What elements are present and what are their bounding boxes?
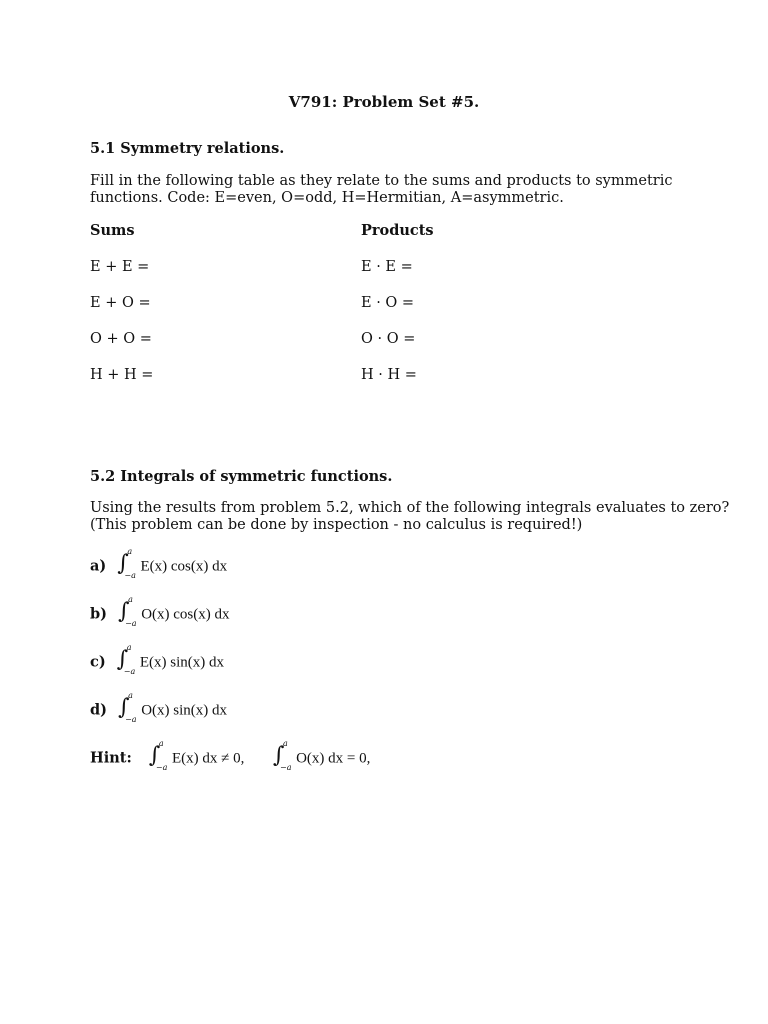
integrand: O(x) cos(x) dx — [141, 606, 230, 623]
question-line-1: Using the results from problem 5.2, which of the following integrals evaluates to zero? — [90, 500, 730, 516]
integral-sign-icon: ∫ a −a — [118, 595, 137, 628]
integral-item-c — [90, 643, 225, 676]
hint-even-integral: E(x) dx ≠ 0, — [172, 750, 245, 767]
hint-odd-integral: O(x) dx = 0, — [296, 750, 371, 767]
integral-sign-icon: ∫ a −a — [117, 547, 136, 580]
sum-row: E + O = — [90, 295, 151, 311]
question-line-2: (This problem can be done by inspection - no calculus is required!) — [90, 517, 583, 533]
page-title: V791: Problem Set #5. — [288, 93, 480, 111]
hint-row-odd — [273, 739, 371, 772]
intro-line-1: Fill in the following table as they relate to the sums and products to symmetric — [90, 173, 673, 189]
section-heading-5-1: 5.1 Symmetry relations. — [90, 140, 285, 157]
section-heading-5-2: 5.2 Integrals of symmetric functions. — [90, 468, 393, 485]
integral-sign-icon: ∫ a −a — [148, 739, 168, 772]
product-row: E · E = — [361, 259, 413, 275]
hint-row — [90, 739, 245, 772]
integral-sign-icon: ∫ a −a — [273, 739, 292, 772]
integral-item-d — [90, 691, 228, 724]
integral-sign-icon: ∫ a −a — [116, 643, 136, 676]
item-label: b) — [90, 605, 107, 623]
product-row: O · O = — [361, 331, 416, 347]
item-label: c) — [90, 653, 106, 671]
integral-sign-icon: ∫ a −a — [118, 691, 137, 724]
column-header-products: Products — [361, 222, 434, 239]
column-header-sums: Sums — [90, 222, 135, 239]
integrand: E(x) sin(x) dx — [139, 654, 225, 671]
integral-item-a — [90, 547, 228, 580]
sum-row: E + E = — [90, 259, 150, 275]
item-label: a) — [90, 557, 107, 575]
hint-label: Hint: — [90, 749, 132, 767]
intro-line-2: functions. Code: E=even, O=odd, H=Hermitian, A=asymmetric. — [90, 190, 564, 206]
product-row: H · H = — [361, 367, 417, 383]
integrand: O(x) sin(x) dx — [141, 702, 228, 719]
sum-row: H + H = — [90, 367, 154, 383]
item-label: d) — [90, 701, 107, 719]
integral-item-b — [90, 595, 230, 628]
product-row: E · O = — [361, 295, 415, 311]
sum-row: O + O = — [90, 331, 152, 347]
integrand: E(x) cos(x) dx — [140, 558, 228, 575]
